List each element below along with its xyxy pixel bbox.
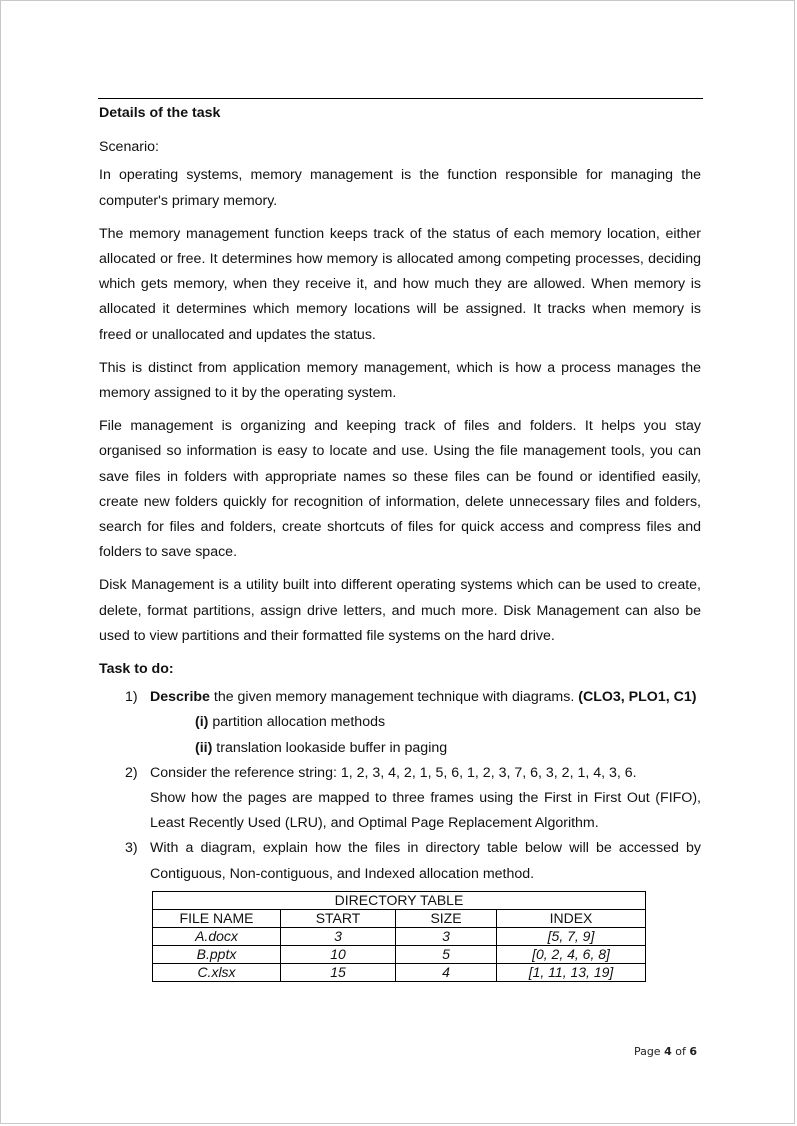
paragraph-1: In operating systems, memory management is the function responsible for managing the computer's primary memory.	[99, 167, 701, 209]
page-content	[99, 101, 701, 982]
task-number: 1)	[125, 689, 138, 706]
sub-label: (ii)	[195, 739, 213, 756]
directory-table	[152, 891, 646, 982]
task-item-3	[99, 836, 701, 886]
sub-label: (i)	[195, 714, 209, 731]
table-cell: B.pptx	[153, 945, 281, 963]
task-text: Consider the reference string: 1, 2, 3, 4, 2, 1, 5, 6, 1, 2, 3, 7, 6, 3, 2, 1, 4, 3, 6.	[150, 764, 637, 781]
paragraph-3: This is distinct from application memory management, which is how a process manages the memory assigned to it by the operating system.	[99, 359, 701, 402]
footer-prefix: Page	[633, 1045, 665, 1058]
task-item-1	[99, 685, 701, 761]
sub-text: translation lookaside buffer in paging	[212, 739, 448, 756]
footer-total-pages: 6	[689, 1045, 697, 1058]
task-text: Show how the pages are mapped to three frames using the First in First Out (FIFO), Least Recently Used (LRU), and Optimal Page Replacement Algorithm.	[150, 790, 701, 832]
task-text: the given memory management technique with diagrams.	[209, 689, 579, 706]
table-title: DIRECTORY TABLE	[153, 891, 646, 909]
task-number: 2)	[125, 764, 138, 781]
table-cell: 5	[396, 945, 497, 963]
table-title-row	[153, 891, 646, 909]
paragraph-4: File management is organizing and keeping track of files and folders. It helps you stay organised so information is easy to locate and use. Using the file management tools, you can save files in folders with appropriate names so these files can be found or identified easily, create new folders quickly for recognition of information, delete unnecessary files and folders, search for files and folders, create shortcuts of files for quick access and compress files and folders to save space.	[99, 418, 701, 561]
table-row	[153, 945, 646, 963]
column-header: FILE NAME	[153, 909, 281, 927]
task-heading: Task to do:	[99, 661, 174, 678]
table-cell: 3	[281, 927, 396, 945]
column-header: INDEX	[497, 909, 646, 927]
task-list	[99, 685, 701, 887]
section-heading: Details of the task	[99, 105, 221, 121]
footer-middle: of	[671, 1045, 690, 1058]
task-item-2	[99, 761, 701, 837]
table-cell: 10	[281, 945, 396, 963]
task-verb: Describe	[150, 689, 210, 706]
table-cell: A.docx	[153, 927, 281, 945]
table-row	[153, 927, 646, 945]
table-cell: [5, 7, 9]	[497, 927, 646, 945]
paragraph-5: Disk Management is a utility built into different operating systems which can be used to create, delete, format partitions, assign drive letters, and much more. Disk Management can also be used to view partitions and their formatted file systems on the hard drive.	[99, 577, 701, 644]
footer-current-page: 4	[664, 1045, 672, 1058]
page-footer	[634, 1045, 697, 1058]
table-row	[153, 963, 646, 981]
sub-item-i	[150, 710, 701, 735]
column-header: START	[281, 909, 396, 927]
table-cell: 4	[396, 963, 497, 981]
table-cell: 3	[396, 927, 497, 945]
task-number: 3)	[125, 840, 138, 857]
sub-item-ii	[150, 736, 701, 761]
table-header-row	[153, 909, 646, 927]
paragraph-2: The memory management function keeps track of the status of each memory location, either allocated or free. It determines how memory is allocated among competing processes, deciding which gets memory, when they receive it, and how much they are allowed. When memory is allocated it determines which memory locations will be assigned. It tracks when memory is freed or unallocated and updates the status.	[99, 225, 701, 343]
task-text: With a diagram, explain how the files in directory table below will be accessed by Contiguous, Non-contiguous, and Indexed allocation method.	[150, 840, 701, 882]
table-cell: [1, 11, 13, 19]	[497, 963, 646, 981]
table-cell: [0, 2, 4, 6, 8]	[497, 945, 646, 963]
scenario-label: Scenario:	[99, 139, 159, 156]
task-codes: (CLO3, PLO1, C1)	[578, 689, 697, 706]
header-rule	[98, 98, 703, 99]
column-header: SIZE	[396, 909, 497, 927]
table-cell: C.xlsx	[153, 963, 281, 981]
sub-text: partition allocation methods	[208, 714, 386, 731]
table-cell: 15	[281, 963, 396, 981]
